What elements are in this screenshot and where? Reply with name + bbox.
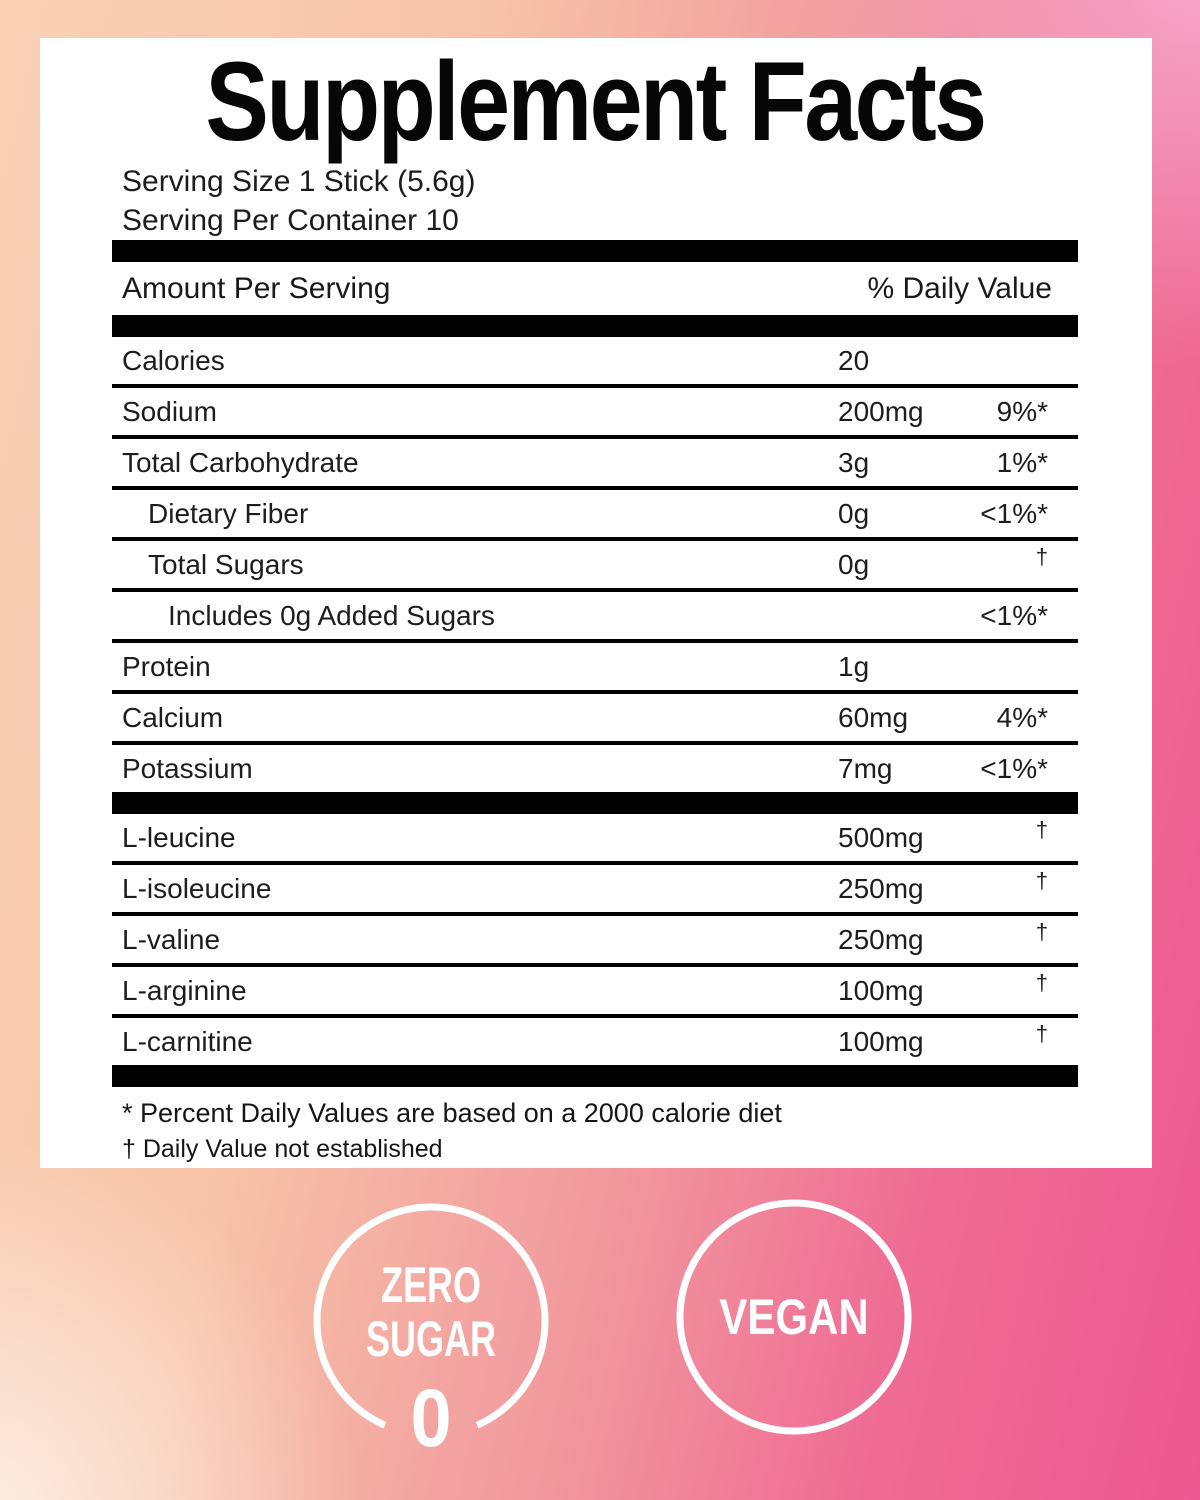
- section-divider-bar: [112, 792, 1078, 814]
- ingredient-name: L-isoleucine: [122, 872, 272, 904]
- footnote-daily-values: * Percent Daily Values are based on a 2000 calorie diet: [122, 1098, 782, 1128]
- section-divider-bar: [112, 315, 1078, 337]
- table-row-calories: [112, 337, 1078, 384]
- ingredient-daily-value: †: [1035, 1020, 1048, 1046]
- nutrient-daily-value: 1%*: [996, 446, 1048, 478]
- zero-glyph: 0: [410, 1373, 452, 1464]
- nutrient-daily-value: <1%*: [980, 599, 1048, 631]
- nutrient-amount: 20: [838, 344, 870, 376]
- section-divider-bar: [112, 240, 1078, 262]
- table-row-added-sugars: [112, 592, 1078, 639]
- zero-sugar-line2: SUGAR: [365, 1311, 497, 1367]
- zero-sugar-badge: [310, 1200, 552, 1462]
- section-divider-bar: [112, 1065, 1078, 1087]
- nutrient-name: Includes 0g Added Sugars: [168, 599, 495, 631]
- ingredient-name: L-carnitine: [122, 1025, 253, 1057]
- nutrient-amount: 0g: [838, 497, 870, 529]
- table-row-sodium: [112, 388, 1078, 435]
- supplement-facts-panel: [40, 38, 1152, 1168]
- ingredient-name: L-arginine: [122, 974, 247, 1006]
- nutrient-name: Protein: [122, 650, 211, 682]
- table-row-total-sugars: [112, 541, 1078, 588]
- zero-sugar-text: [344, 1258, 518, 1366]
- nutrient-name: Calories: [122, 344, 225, 376]
- nutrient-amount: 7mg: [838, 752, 893, 784]
- servings-per-container: Serving Per Container 10: [122, 204, 459, 237]
- nutrient-amount: 60mg: [838, 701, 909, 733]
- nutrient-amount: 3g: [838, 446, 870, 478]
- ingredient-amount: 250mg: [838, 872, 924, 904]
- ingredient-daily-value: †: [1035, 816, 1048, 842]
- nutrient-daily-value: <1%*: [980, 497, 1048, 529]
- panel-title: Supplement Facts: [205, 39, 985, 164]
- table-row-l-arginine: [112, 967, 1078, 1014]
- table-row-dietary-fiber: [112, 490, 1078, 537]
- ingredient-amount: 100mg: [838, 974, 924, 1006]
- vegan-badge: [673, 1196, 915, 1438]
- nutrient-daily-value: †: [1035, 543, 1048, 569]
- footnote-dagger: † Daily Value not established: [122, 1135, 443, 1163]
- ingredient-amount: 100mg: [838, 1025, 924, 1057]
- header-amount-per-serving: Amount Per Serving: [122, 271, 391, 305]
- ingredient-amount: 250mg: [838, 923, 924, 955]
- nutrient-name: Calcium: [122, 701, 224, 733]
- table-row-calcium: [112, 694, 1078, 741]
- footnotes: [112, 1095, 1078, 1166]
- nutrient-name: Sodium: [122, 395, 217, 427]
- ingredient-daily-value: †: [1035, 867, 1048, 893]
- header-daily-value: % Daily Value: [867, 271, 1052, 305]
- table-header-row: [112, 262, 1078, 315]
- ingredient-daily-value: †: [1035, 918, 1048, 944]
- serving-info: [112, 162, 1078, 240]
- ingredient-daily-value: †: [1035, 969, 1048, 995]
- nutrient-name: Potassium: [122, 752, 253, 784]
- nutrient-daily-value: 9%*: [996, 395, 1048, 427]
- zero-sugar-line1: ZERO: [380, 1257, 482, 1313]
- nutrient-daily-value: <1%*: [980, 752, 1048, 784]
- nutrient-name: Dietary Fiber: [148, 497, 309, 529]
- vegan-label: VEGAN: [719, 1289, 869, 1345]
- nutrient-amount: 0g: [838, 548, 870, 580]
- ingredient-amount: 500mg: [838, 821, 924, 853]
- table-row-l-carnitine: [112, 1018, 1078, 1065]
- table-row-l-valine: [112, 916, 1078, 963]
- ingredient-name: L-valine: [122, 923, 221, 955]
- serving-size: Serving Size 1 Stick (5.6g): [122, 165, 476, 198]
- table-row-protein: [112, 643, 1078, 690]
- ingredient-name: L-leucine: [122, 821, 236, 853]
- nutrient-name: Total Sugars: [148, 548, 304, 580]
- table-row-potassium: [112, 745, 1078, 792]
- nutrient-daily-value: 4%*: [996, 701, 1048, 733]
- nutrient-amount: 1g: [838, 650, 870, 682]
- table-row-l-isoleucine: [112, 865, 1078, 912]
- table-row-total-carbohydrate: [112, 439, 1078, 486]
- table-row-l-leucine: [112, 814, 1078, 861]
- nutrient-name: Total Carbohydrate: [122, 446, 359, 478]
- nutrient-amount: 200mg: [838, 395, 924, 427]
